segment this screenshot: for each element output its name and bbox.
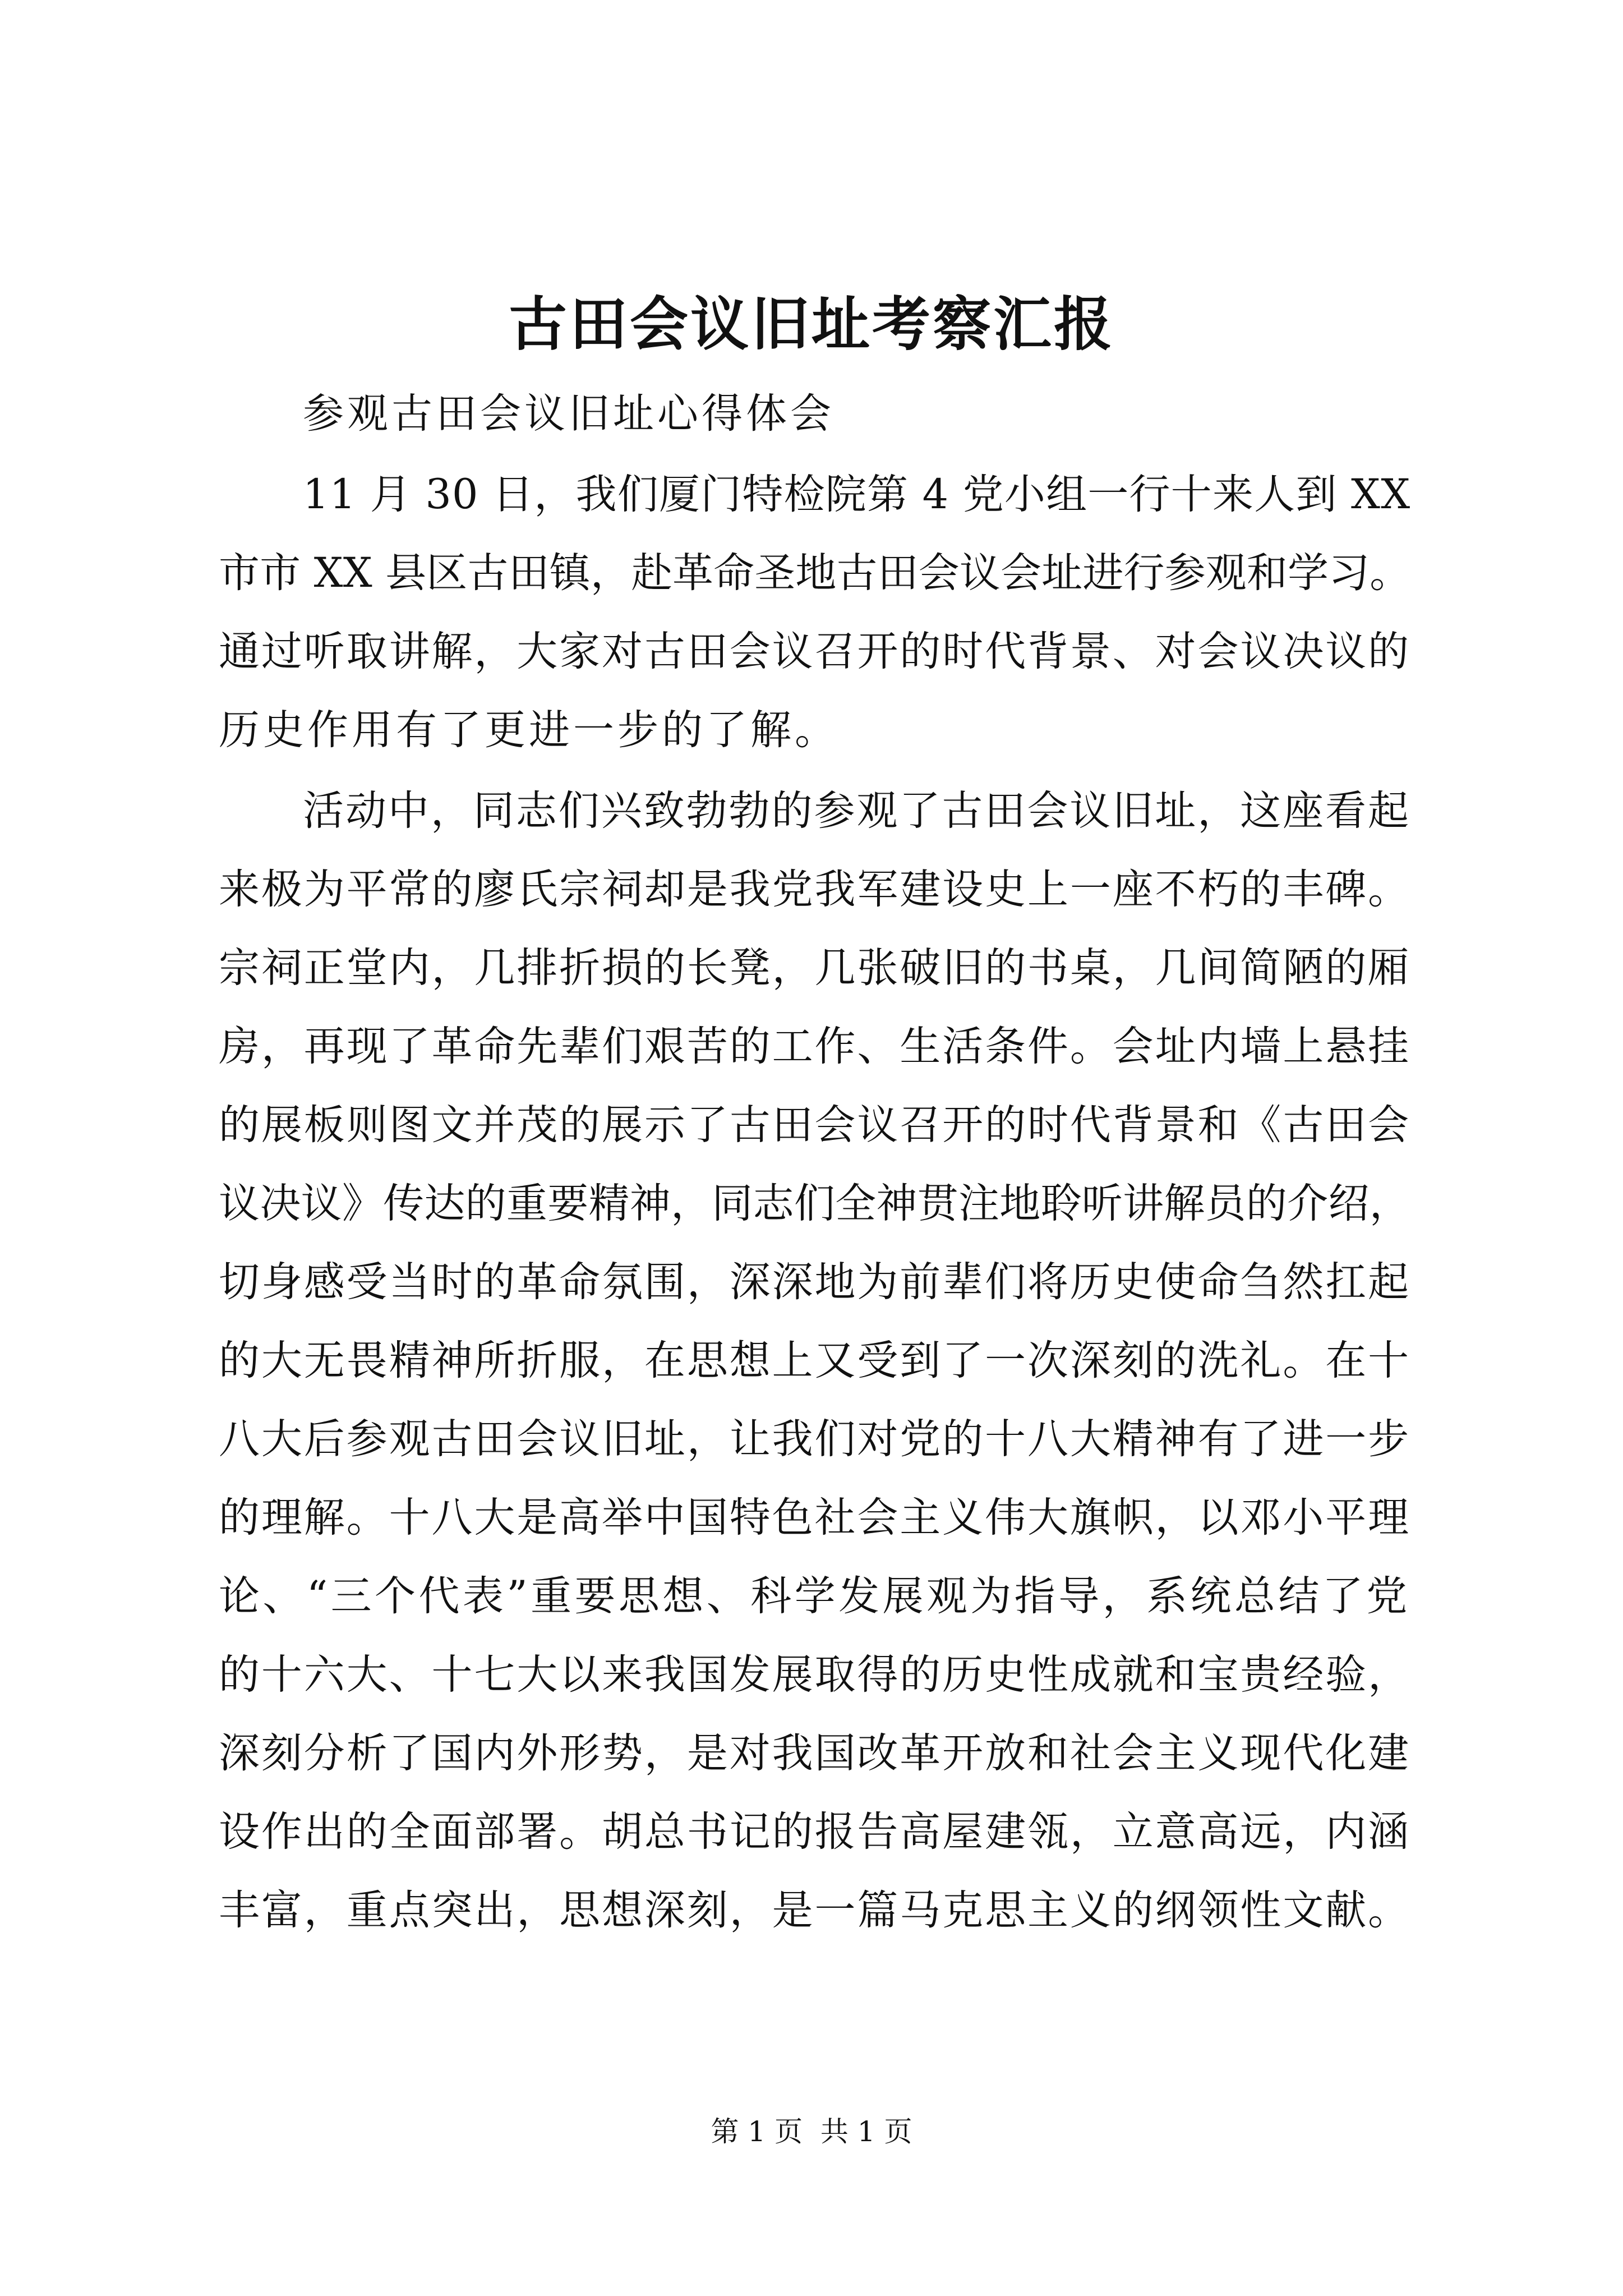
paragraph-line: 通过听取讲解，大家对古田会议召开的时代背景、对会议决议的 — [219, 628, 1410, 675]
paragraph-line: 的理解。十八大是高举中国特色社会主义伟大旗帜，以邓小平理 — [219, 1494, 1410, 1542]
paragraph-line: 丰富，重点突出，思想深刻，是一篇马克思主义的纲领性文献。 — [219, 1887, 1410, 1934]
paragraph-line: 来极为平常的廖氏宗祠却是我党我军建设史上一座不朽的丰碑。 — [219, 866, 1410, 913]
paragraph-line: 的展板则图文并茂的展示了古田会议召开的时代背景和《古田会 — [219, 1101, 1410, 1149]
paragraph-line: 设作出的全面部署。胡总书记的报告高屋建瓴，立意高远，内涵 — [219, 1808, 1410, 1856]
paragraph-line: 房，再现了革命先辈们艰苦的工作、生活条件。会址内墙上悬挂 — [219, 1023, 1410, 1070]
paragraph-line: 宗祠正堂内，几排折损的长凳，几张破旧的书桌，几间简陋的厢 — [219, 944, 1410, 992]
paragraph-line: 切身感受当时的革命氛围，深深地为前辈们将历史使命刍然扛起 — [219, 1258, 1410, 1306]
paragraph-line: 活动中，同志们兴致勃勃的参观了古田会议旧址，这座看起 — [303, 787, 1410, 835]
paragraph-line: 的大无畏精神所折服，在思想上又受到了一次深刻的洗礼。在十 — [219, 1337, 1410, 1384]
paragraph-line: 市市 XX 县区古田镇，赴革命圣地古田会议会址进行参观和学习。 — [219, 549, 1411, 597]
paragraph-line: 历史作用有了更进一步的了解。 — [219, 706, 839, 754]
document-subtitle: 参观古田会议旧址心得体会 — [303, 390, 834, 438]
paragraph-line: 深刻分析了国内外形势，是对我国改革开放和社会主义现代化建 — [219, 1729, 1410, 1777]
paragraph-line: 11 月 30 日，我们厦门特检院第 4 党小组一行十来人到 XX — [303, 471, 1411, 518]
paragraph-line: 议决议》传达的重要精神，同志们全神贯注地聆听讲解员的介绍， — [219, 1180, 1410, 1227]
document-title: 古田会议旧址考察汇报 — [508, 289, 1114, 358]
paragraph-line: 八大后参观古田会议旧址，让我们对党的十八大精神有了进一步 — [219, 1415, 1410, 1463]
paragraph-line: 论、“三个代表”重要思想、科学发展观为指导，系统总结了党 — [219, 1572, 1410, 1620]
page-number-footer: 第 1 页 共 1 页 — [711, 2115, 912, 2148]
paragraph-line: 的十六大、十七大以来我国发展取得的历史性成就和宝贵经验， — [219, 1651, 1410, 1699]
